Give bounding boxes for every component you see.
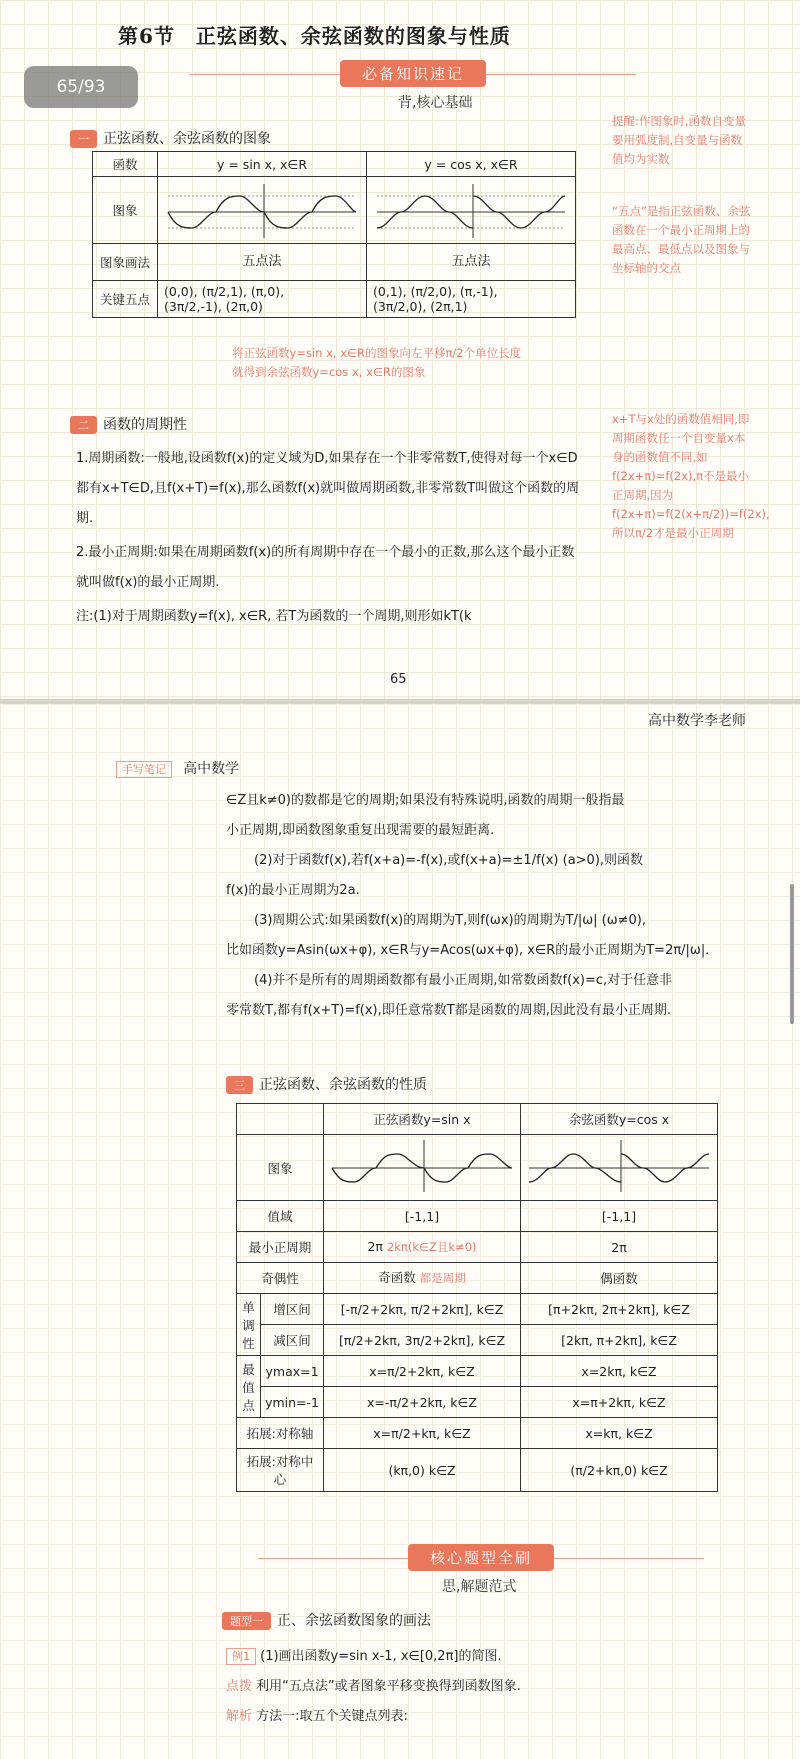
min-period-definition: 2.最小正周期:如果在周期函数f(x)的所有周期中存在一个最小的正数,那么这个最小正数就叫做f(x)的最小正周期. xyxy=(76,545,575,590)
ymax-sin: x=π/2+2kπ, k∈Z xyxy=(324,1356,521,1387)
period-side-note: x+T与x处的函数值相同,即周期函数任一个自变量x本身的函数值不同,如f(2x+π)=f(2x),π不是最小正周期,因为f(2x+π)=f(2(x+π/2))=f(2x),所以π/2才是最小正周期 xyxy=(612,412,770,540)
period-cos: 2π xyxy=(521,1232,718,1263)
page-title: 第6节 正弦函数、余弦函数的图象与性质 xyxy=(118,24,511,48)
ymin-cos: x=π+2kπ, k∈Z xyxy=(521,1387,718,1418)
note-line: 比如函数y=Asin(ωx+φ), x∈R与y=Acos(ωx+φ), x∈R的最小正周期为T=2π/|ω|. xyxy=(226,943,710,958)
brand-subject: 高中数学 xyxy=(183,761,240,777)
method-sin: 五点法 xyxy=(158,244,367,281)
section2-title: 函数的周期性 xyxy=(103,417,187,433)
sin-cos-property-table xyxy=(236,1103,718,1492)
core-banner-subtitle: 思,解题范式 xyxy=(442,1579,517,1595)
note-line: (2)对于函数f(x),若f(x+a)=-f(x),或f(x+a)=±1/f(x) (a>0),则函数 xyxy=(254,853,644,868)
axis-cos: x=kπ, k∈Z xyxy=(521,1418,718,1449)
note-line: 零常数T,都有f(x+T)=f(x),即任意常数T都是函数的周期,因此没有最小正周期. xyxy=(226,1003,671,1018)
solution-text: 方法一:取五个关键点列表: xyxy=(256,1709,408,1724)
table-header-cos: y = cos x, x∈R xyxy=(367,152,576,177)
property-graph-label: 图象 xyxy=(237,1135,324,1201)
period-sin xyxy=(324,1232,521,1263)
keypoints-sin-line1: (0,0), (π/2,1), (π,0), xyxy=(164,284,285,299)
range-cos: [-1,1] xyxy=(521,1201,718,1232)
row-label-method: 图象画法 xyxy=(93,244,158,281)
hint-text: 利用“五点法”或者图象平移变换得到函数图象. xyxy=(256,1679,521,1694)
center-cos: (π/2+kπ,0) k∈Z xyxy=(521,1449,718,1492)
example1 xyxy=(226,1642,746,1672)
table-header-sin: y = sin x, x∈R xyxy=(158,152,367,177)
range-sin: [-1,1] xyxy=(324,1201,521,1232)
period-red-note: 2kπ(k∈Z且k≠0) xyxy=(386,1239,477,1254)
property-header-sin: 正弦函数y=sin x xyxy=(324,1104,521,1135)
note-line: ∈Z且k≠0)的数都是它的周期;如果没有特殊说明,函数的周期一般指最 xyxy=(226,793,625,808)
page-65 xyxy=(0,0,800,700)
increasing-cos: [π+2kπ, 2π+2kπ], k∈Z xyxy=(521,1294,718,1325)
note-line: (3)周期公式:如果函数f(x)的周期为T,则f(ωx)的周期为T/|ω| (ω≠0), xyxy=(254,913,647,928)
monotonic-label: 单调性 xyxy=(237,1294,261,1356)
example-label: 例1 xyxy=(226,1648,256,1665)
property-header-empty xyxy=(237,1104,324,1135)
period-label: 最小正周期 xyxy=(237,1232,324,1263)
fivepoints-note: “五点”是指正弦函数、余弦函数在一个最小正周期上的最高点、最低点以及图象与坐标轴的交点 xyxy=(612,204,751,275)
section2-badge: 二 xyxy=(70,416,97,434)
hint xyxy=(226,1672,746,1702)
section2-heading xyxy=(70,414,187,434)
note-line: 小正周期,即函数图象重复出现需要的最短距离. xyxy=(226,823,495,838)
period-red-note-2: 都是周期 xyxy=(419,1271,466,1285)
page-number: 65 xyxy=(390,672,407,687)
shift-note: 将正弦函数y=sin x, x∈R的图象向左平移π/2个单位长度就得到余弦函数y=cos x, x∈R的图象 xyxy=(232,346,522,379)
row-label-keypoints: 关键五点 xyxy=(93,281,158,318)
ymax-label: ymax=1 xyxy=(261,1356,324,1387)
axis-label: 拓展:对称轴 xyxy=(237,1418,324,1449)
ymax-cos: x=2kπ, k∈Z xyxy=(521,1356,718,1387)
extreme-label: 最值点 xyxy=(237,1356,261,1418)
property-header-cos: 余弦函数y=cos x xyxy=(521,1104,718,1135)
decreasing-cos: [2kπ, π+2kπ], k∈Z xyxy=(521,1325,718,1356)
ymin-sin: x=-π/2+2kπ, k∈Z xyxy=(324,1387,521,1418)
period-note: 注:(1)对于周期函数y=f(x), x∈R, 若T为函数的一个周期,则形如kT(k xyxy=(76,609,472,624)
section-banner: 必备知识速记 xyxy=(340,60,486,87)
center-sin: (kπ,0) k∈Z xyxy=(324,1449,521,1492)
tip-note: 提醒:作图象时,函数自变量要用弧度制,自变量与函数值均为实数 xyxy=(612,114,747,166)
section3-title: 正弦函数、余弦函数的性质 xyxy=(259,1077,427,1093)
solution xyxy=(226,1702,746,1732)
keypoints-sin-line2: (3π/2,-1), (2π,0) xyxy=(164,299,263,314)
increasing-sin: [-π/2+2kπ, π/2+2kπ], k∈Z xyxy=(324,1294,521,1325)
core-banner: 核心题型全刷 xyxy=(408,1544,554,1571)
axis-sin: x=π/2+kπ, k∈Z xyxy=(324,1418,521,1449)
parity-cos: 偶函数 xyxy=(521,1263,718,1294)
parity-label: 奇偶性 xyxy=(237,1263,324,1294)
header-author: 高中数学李老师 xyxy=(648,713,746,729)
solution-label: 解析 xyxy=(226,1709,253,1724)
method-cos: 五点法 xyxy=(367,244,576,281)
banner-subtitle: 背,核心基础 xyxy=(398,95,473,111)
row-label-graph: 图象 xyxy=(93,177,158,244)
property-cos-graph xyxy=(521,1135,718,1201)
type1-title: 正、余弦函数图象的画法 xyxy=(277,1613,431,1629)
note-line: f(x)的最小正周期为2a. xyxy=(226,883,360,898)
decreasing-sin: [π/2+2kπ, 3π/2+2kπ], k∈Z xyxy=(324,1325,521,1356)
keypoints-cos-line2: (3π/2,0), (2π,1) xyxy=(373,299,468,314)
range-label: 值域 xyxy=(237,1201,324,1232)
note-line: (4)并不是所有的周期函数都有最小正周期,如常数函数f(x)=c,对于任意非 xyxy=(254,973,673,988)
section3-heading xyxy=(226,1074,427,1094)
brand-tag: 手写笔记 xyxy=(116,761,172,778)
keypoints-sin xyxy=(158,281,367,318)
page-66 xyxy=(0,704,800,1759)
brand-header xyxy=(116,758,239,778)
increasing-label: 增区间 xyxy=(261,1294,324,1325)
scrollbar[interactable] xyxy=(790,884,794,1024)
decreasing-label: 减区间 xyxy=(261,1325,324,1356)
sin-cos-graph-table xyxy=(92,151,576,318)
example-text: (1)画出函数y=sin x-1, x∈[0,2π]的简图. xyxy=(260,1649,502,1664)
parity-sin-value: 奇函数 xyxy=(378,1270,416,1285)
table-header-function: 函数 xyxy=(93,152,158,177)
type1-heading xyxy=(222,1610,431,1630)
section1-badge: 一 xyxy=(70,130,97,148)
section3-badge: 三 xyxy=(226,1076,253,1094)
period-sin-value: 2π xyxy=(367,1238,383,1254)
period-notes-continued xyxy=(226,786,756,1026)
property-sin-graph xyxy=(324,1135,521,1201)
page-counter-badge[interactable]: 65/93 xyxy=(24,66,138,108)
ymin-label: ymin=-1 xyxy=(261,1387,324,1418)
parity-sin xyxy=(324,1263,521,1294)
keypoints-cos xyxy=(367,281,576,318)
cos-graph xyxy=(367,177,576,244)
section1-heading xyxy=(70,128,271,148)
center-label: 拓展:对称中心 xyxy=(237,1449,324,1492)
section1-title: 正弦函数、余弦函数的图象 xyxy=(103,131,271,147)
period-definition: 1.周期函数:一般地,设函数f(x)的定义域为D,如果存在一个非零常数T,使得对每一个x∈D都有x+T∈D,且f(x+T)=f(x),那么函数f(x)就叫做周期函数,非零常数T叫做这个函数的周期. xyxy=(76,451,580,526)
sin-graph xyxy=(158,177,367,244)
keypoints-cos-line1: (0,1), (π/2,0), (π,-1), xyxy=(373,284,498,299)
type1-badge: 题型一 xyxy=(222,1612,271,1630)
hint-label: 点拨 xyxy=(226,1679,253,1694)
